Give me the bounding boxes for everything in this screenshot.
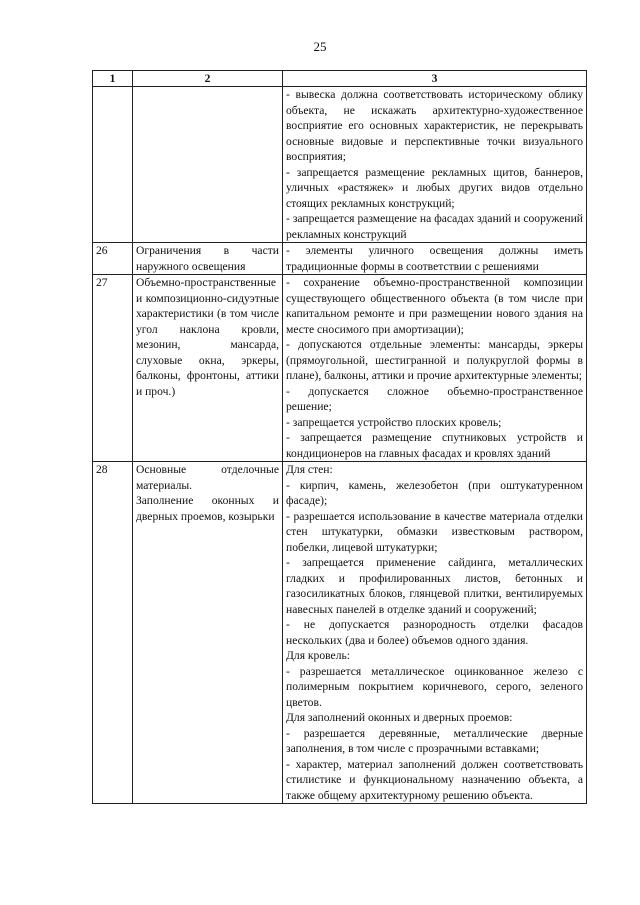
row-name-line: Заполнение оконных и дверных проемов, козырьки bbox=[136, 494, 279, 523]
desc-item: - характер, материал заполнений должен соответствовать стилистике и функциональному назначению объекта, а также общему архитектурному решению объекта. bbox=[286, 757, 583, 802]
desc-item: - запрещается устройство плоских кровель; bbox=[286, 415, 502, 429]
desc-item: - кирпич, камень, железобетон (при оштукатуренном фасаде); bbox=[286, 478, 583, 507]
regulations-table bbox=[92, 70, 587, 804]
desc-item: - запрещается размещение спутниковых устройств и кондиционеров на главных фасадах и кровлях зданий bbox=[286, 431, 583, 460]
desc-item: - не допускается разнородность отделки фасадов нескольких (два и более) объемов одного здания. bbox=[286, 618, 583, 647]
row-number bbox=[93, 87, 133, 243]
row-name bbox=[133, 87, 283, 243]
page-number: 25 bbox=[313, 39, 327, 54]
header-col-2: 2 bbox=[133, 71, 283, 87]
row-description bbox=[283, 275, 587, 462]
desc-item: - допускаются отдельные элементы: мансарды, эркеры (прямоугольной, шестигранной и полукруглой формы в плане), балконы, аттики и прочие архитектурные элементы; bbox=[286, 338, 583, 382]
desc-item: - запрещается применение сайдинга, металлических гладких и профилированных листов, бетонных и газосиликатных блоков, глянцевой плитки, вентилируемых навесных панелей в отделке зданий и сооружений; bbox=[286, 556, 583, 616]
desc-item: - сохранение объемно-пространственной композиции существующего общественного объекта (в том числе при капитальном ремонте и при размещении нового здания на месте сносимого при амортизации); bbox=[286, 276, 583, 336]
desc-item: - разрешается деревянные, металлические дверные заполнения, в том числе с прозрачными вставками; bbox=[286, 726, 583, 755]
row-number: 27 bbox=[93, 275, 133, 462]
desc-item: - разрешается металлическое оцинкованное железо с полимерным покрытием коричневого, серого, зеленого цветов. bbox=[286, 664, 583, 709]
desc-item: - запрещается размещение на фасадах зданий и сооружений рекламных конструкций bbox=[286, 212, 583, 241]
desc-item: Для заполнений оконных и дверных проемов: bbox=[286, 711, 513, 724]
row-number: 26 bbox=[93, 243, 133, 275]
desc-item: Для кровель: bbox=[286, 649, 350, 662]
row-description bbox=[283, 462, 587, 804]
desc-item: - разрешается использование в качестве материала отделки стен штукатурки, обмазки известковым раствором, побелки, лицевой штукатурки; bbox=[286, 509, 583, 554]
table-row bbox=[93, 462, 587, 804]
desc-item: - запрещается размещение рекламных щитов, баннеров, уличных «растяжек» и любых других видов отдельно стоящих рекламных конструкций; bbox=[286, 165, 583, 210]
desc-item: Для стен: bbox=[286, 463, 333, 476]
row-name: Ограничения в части наружного освещения bbox=[133, 243, 283, 275]
desc-item: - элементы уличного освещения должны иметь традиционные формы в соответствии с решениями bbox=[286, 244, 583, 273]
row-number: 28 bbox=[93, 462, 133, 804]
row-description bbox=[283, 87, 587, 243]
header-col-1: 1 bbox=[93, 71, 133, 87]
header-col-3: 3 bbox=[283, 71, 587, 87]
table-header-row bbox=[93, 71, 587, 87]
desc-item: - вывеска должна соответствовать историческому облику объекта, не искажать архитектурно-художественное восприятие его основных характеристик, не перекрывать основные видовые и перспективные точки визуального восприятия; bbox=[286, 88, 583, 163]
desc-item: - допускается сложное объемно-пространственное решение; bbox=[286, 384, 583, 413]
row-name: Объемно-пространственные и композиционно-сидуэтные характеристики (в том числе угол наклона кровли, мезонин, мансарда, слуховые окна, эркеры, балконы, фронтоны, аттики и проч.) bbox=[133, 275, 283, 462]
row-name bbox=[133, 462, 283, 804]
table-row bbox=[93, 243, 587, 275]
table-row bbox=[93, 275, 587, 462]
table-row bbox=[93, 87, 587, 243]
row-name-line: Основные отделочные материалы. bbox=[136, 463, 279, 492]
row-description bbox=[283, 243, 587, 275]
